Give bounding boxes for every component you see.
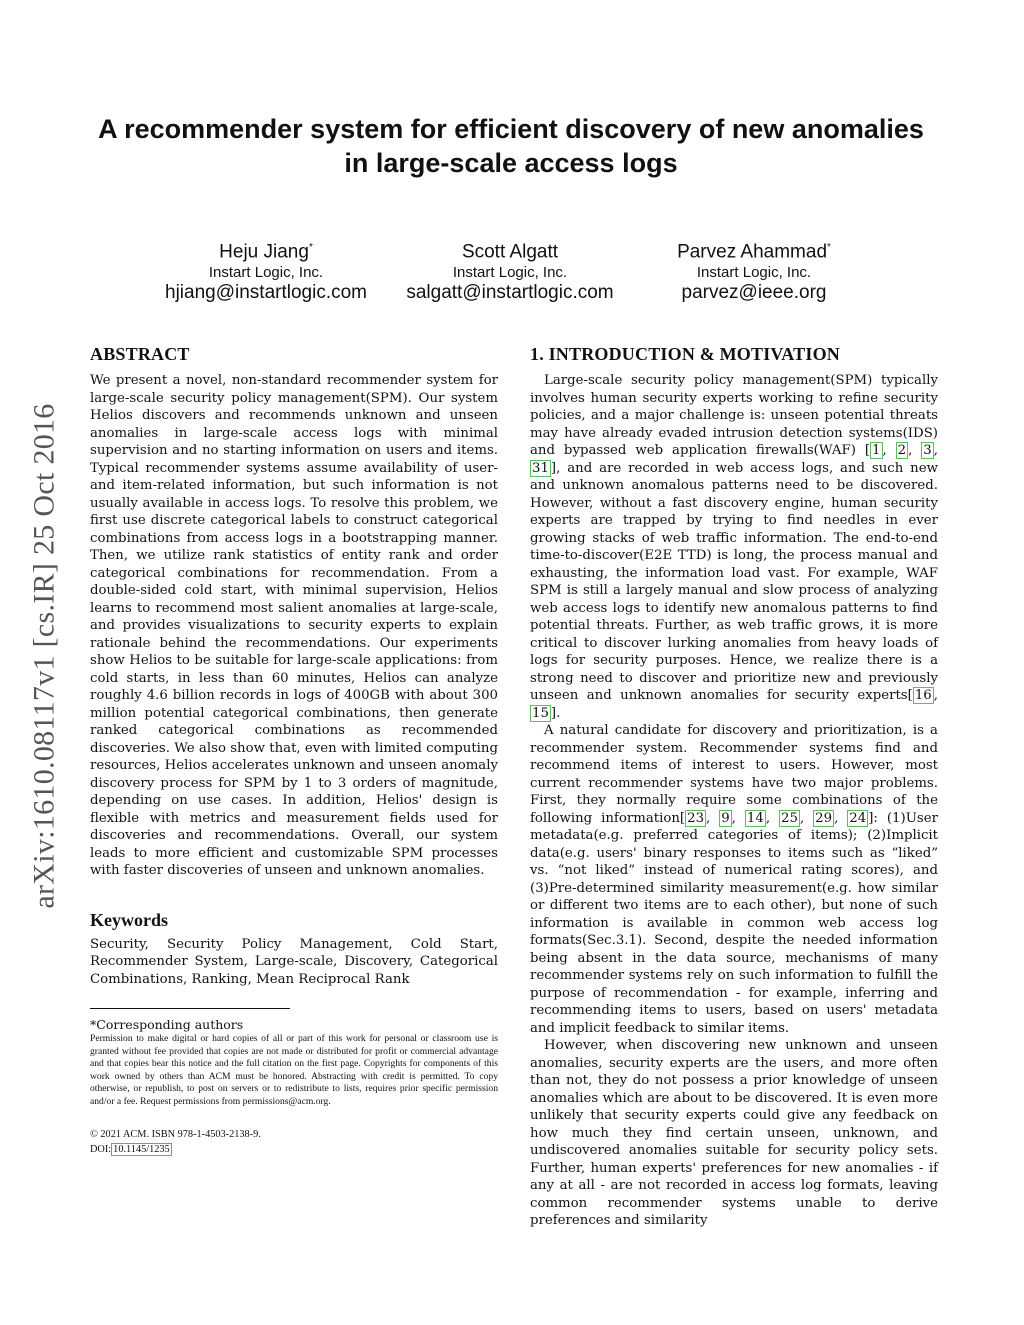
intro-paragraph: A natural candidate for discovery and prioritization, is a recommender system. Recommender systems find and recommend items of interest to users. However, most current recommender systems have two major problems. First, they normally require some combinations of the following information[ 23 , 9 , 14 , 25 , 29 , 24 ]: (1)User metadata(e.g. preferred categories of items); (2)Implicit data(e.g. users' binary responses to items such as “liked” vs. “not liked” instead of numerical rating scores), and (3)Pre-determined similarity measurement(e.g. how similar or different two items are to each other), but none of such information is available in common web access log formats(Sec.3.1). Second, despite the needed information being absent in the data source, mechanisms of many recommender systems rely on such information to fulfill the purpose of recommendation - for example, inferring and recommending items to users, based on users' metadata and implicit feedback to similar items.: [530, 723, 938, 1036]
author-affiliation: Instart Logic, Inc.: [208, 264, 324, 282]
doi-line: [90, 1142, 498, 1157]
copyright-block: [90, 1127, 498, 1157]
citation-link[interactable]: 25: [781, 810, 798, 826]
intro-paragraph: Large-scale security policy management(SPM) typically involves human security experts working to refine security policies, and a major challenge is: unseen potential threats may have already evaded intrusion detection systems(IDS) and bypassed web application firewalls(WAF) [ 1 , 2 , 3 , 31 ], and are recorded in web access logs, and such new and unknown anomalous patterns need to be discovered. However, without a fast discovery engine, human security experts are trapped by trying to find needles in ever growing stacks of web traffic information. The end-to-end time-to-discover(E2E TTD) is long, the process manual and exhausting, the information load vast. For example, WAF SPM is still a largely manual and slow process of analyzing web access logs to identify new anomalous patterns to find potential threats. Further, as web traffic grows, it is more critical to discover lurking anomalies from heavy loads of logs for security purposes. Hence, we realize there is a strong need to discover and prioritize new and previously unseen and unknown anomalies for security experts[ 16 , 15 ].: [530, 373, 938, 721]
citation-link[interactable]: 31: [532, 460, 549, 476]
intro-paragraph: However, when discovering new unknown and unseen anomalies, security experts are the users, and more often than not, they do not possess a prior knowledge of unseen anomalies which are about to be discovered. It is even more unlikely that security experts could give any feedback on how much they find certain unseen, unknown, and undiscovered anomalies suitable for security policy sets. Further, human experts' preferences for new anomalies - if any at all - are not recorded in access log formats, leaving common recommender systems unable to derive preferences and similarity: [530, 1038, 938, 1228]
keywords-heading: Keywords: [90, 909, 168, 930]
arxiv-identifier: arXiv:1610.08117v1 [cs.IR] 25 Oct 2016: [28, 403, 61, 909]
author-block: [146, 236, 386, 305]
right-column: [530, 342, 938, 1230]
doi-link[interactable]: 10.1145/1235: [113, 1143, 170, 1155]
citation-link[interactable]: 24: [849, 810, 867, 826]
keywords-text: Security, Security Policy Management, Cold Start, Recommender System, Large-scale, Discovery, Categorical Combinations, Ranking, Mean Reciprocal Rank: [90, 936, 498, 987]
abstract-heading: ABSTRACT: [90, 344, 190, 364]
author-affiliation: Instart Logic, Inc.: [452, 264, 568, 282]
doi-label: DOI:: [90, 1143, 112, 1155]
author-name: Parvez Ahammad*: [677, 241, 831, 263]
author-name: Heju Jiang*: [219, 241, 313, 263]
abstract-text: We present a novel, non-standard recommender system for large-scale security policy management(SPM). Our system Helios discovers and recommends unknown and unseen anomalies in large-scale access logs with minimal supervision and no starting information on users and items. Typical recommender systems assume availability of user- and item-related information, but such information is not usually available in access logs. To resolve this problem, we first use discrete categorical labels to construct categorical combinations from access logs in a bootstrapping manner. Then, we utilize rank statistics of entity rank and order categorical combinations for recommendation. From a double-sided cold start, with minimal supervision, Helios learns to recommend most salient anomalies at large-scale, and provides visualizations to security experts to explain rationale behind the recommendations. Our experiments show Helios to be suitable for large-scale applications: from cold starts, in less than 60 minutes, Helios can analyze roughly 4.6 billion records in logs of 400GB with about 300 million potential categorical combinations, then generate ranked categorical combinations as recommended discoveries. We also show that, even with limited computing resources, Helios accelerates unknown and unseen anomaly discovery process for SPM by 1 to 3 orders of magnitude, depending on use cases. In addition, Helios' design is flexible with metrics and measurement fields used for discoveries and recommendations. Overall, our system leads to more efficient and customizable SPM processes with faster discoveries of unseen and unknown anomalies.: [90, 373, 498, 878]
author-block: [634, 236, 874, 305]
permission-notice: Permission to make digital or hard copies of all or part of this work for personal or classroom use is granted without fee provided that copies are not made or distributed for profit or commercial advantage and that copies bear this notice and the full citation on the first page. Copyrights for components of this work owned by others than ACM must be honored. Abstracting with credit is permitted. To copy otherwise, or republish, to post on servers or to redistribute to lists, requires prior specific permission and/or a fee. Request permissions from permissions@acm.org.: [90, 1033, 498, 1107]
citation-link[interactable]: 23: [687, 810, 705, 826]
citation-link[interactable]: 2: [897, 443, 907, 458]
citation-link[interactable]: 1: [872, 443, 881, 458]
author-affiliation: Instart Logic, Inc.: [696, 264, 812, 282]
intro-heading: 1. INTRODUCTION & MOTIVATION: [530, 344, 840, 364]
paper-title: A recommender system for efficient discovery of new anomalies in large-scale access logs: [98, 114, 924, 178]
arxiv-stamp: [30, 366, 60, 946]
author-name: Scott Algatt: [461, 241, 559, 263]
author-email: parvez@ieee.org: [681, 282, 827, 304]
citation-link[interactable]: 14: [746, 810, 764, 826]
corresponding-mark: *: [827, 242, 831, 253]
corresponding-mark: *: [308, 242, 313, 253]
citation-link[interactable]: 15: [532, 705, 549, 721]
author-email: hjiang@instartlogic.com: [165, 282, 367, 304]
author-email: salgatt@instartlogic.com: [406, 282, 614, 304]
left-column: [90, 342, 498, 1157]
footnote: *Corresponding authors: [90, 1017, 244, 1032]
citation-link[interactable]: 9: [721, 810, 730, 826]
citation-link[interactable]: 29: [815, 810, 833, 826]
citation-link[interactable]: 3: [923, 443, 932, 458]
citation-link[interactable]: 16: [914, 688, 932, 703]
author-block: [390, 236, 630, 305]
copyright-line: © 2021 ACM. ISBN 978-1-4503-2138-9.: [90, 1128, 261, 1140]
footnote-divider: [90, 1008, 290, 1009]
